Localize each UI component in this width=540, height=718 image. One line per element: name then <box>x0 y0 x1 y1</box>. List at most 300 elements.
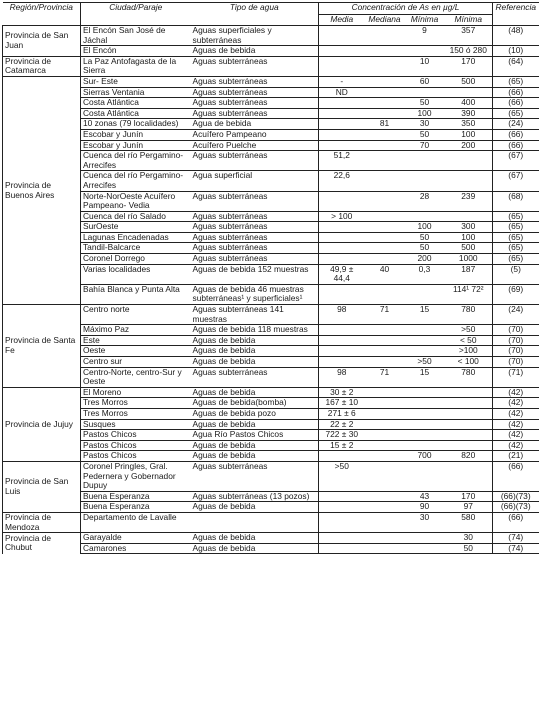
max-cell: 1000 <box>445 254 493 265</box>
reference-cell: (65) <box>493 211 539 222</box>
min-cell <box>405 211 445 222</box>
table-row <box>3 284 539 304</box>
reference-cell: (65) <box>493 232 539 243</box>
median-cell <box>365 254 405 265</box>
min-cell <box>405 398 445 409</box>
min-cell: 100 <box>405 108 445 119</box>
table-row <box>3 46 539 57</box>
min-cell <box>405 440 445 451</box>
mean-cell <box>319 243 365 254</box>
table-row <box>3 512 539 532</box>
min-cell: 10 <box>405 56 445 76</box>
table-row <box>3 387 539 398</box>
min-cell <box>405 325 445 336</box>
region-cell: Provincia de Mendoza <box>3 512 81 532</box>
mean-cell: ND <box>319 87 365 98</box>
min-cell <box>405 461 445 491</box>
city-cell: Sierras Ventania <box>81 87 191 98</box>
max-cell: 50 <box>445 543 493 554</box>
median-cell <box>365 357 405 368</box>
mean-cell: 22,6 <box>319 171 365 191</box>
table-header <box>3 3 539 26</box>
reference-cell: (66) <box>493 461 539 491</box>
city-cell: Cuenca del río Pergamino-Arrecifes <box>81 171 191 191</box>
min-cell: 70 <box>405 140 445 151</box>
max-cell: 500 <box>445 243 493 254</box>
max-cell <box>445 387 493 398</box>
city-cell: Cuenca del río Pergamino-Arrecifes <box>81 151 191 171</box>
max-cell: 820 <box>445 451 493 462</box>
median-cell <box>365 222 405 233</box>
water-type-cell: Aguas subterráneas <box>191 461 319 491</box>
reference-cell: (65) <box>493 243 539 254</box>
city-cell: Varias localidades <box>81 264 191 284</box>
water-type-cell: Aguas de bebida <box>191 46 319 57</box>
city-cell: Tres Morros <box>81 408 191 419</box>
median-cell <box>365 191 405 211</box>
max-cell: 100 <box>445 129 493 140</box>
water-type-cell: Aguas subterráneas <box>191 56 319 76</box>
median-cell <box>365 533 405 544</box>
header-maxima: Mínima <box>445 15 493 26</box>
table-row <box>3 502 539 513</box>
water-type-cell: Aguas de bebida 46 muestras subterráneas¹ y superficiales¹ <box>191 284 319 304</box>
reference-cell: (69) <box>493 284 539 304</box>
table-wrapper <box>2 2 538 554</box>
region-cell: Provincia de Catamarca <box>3 56 81 76</box>
water-type-cell: Aguas de bebida(bomba) <box>191 398 319 409</box>
median-cell <box>365 408 405 419</box>
table-row <box>3 346 539 357</box>
reference-cell: (66) <box>493 129 539 140</box>
min-cell: 0,3 <box>405 264 445 284</box>
max-cell <box>445 461 493 491</box>
reference-cell: (65) <box>493 222 539 233</box>
min-cell: 100 <box>405 222 445 233</box>
max-cell: 400 <box>445 98 493 109</box>
table-row <box>3 398 539 409</box>
city-cell: Tandil-Balcarce <box>81 243 191 254</box>
water-type-cell: Aguas subterráneas <box>191 211 319 222</box>
water-type-cell: Agua Río Pastos Chicos <box>191 430 319 441</box>
reference-cell: (74) <box>493 533 539 544</box>
city-cell: Norte-NorOeste Acuífero Pampeano- Vedia <box>81 191 191 211</box>
table-row <box>3 543 539 554</box>
max-cell: >50 <box>445 325 493 336</box>
max-cell: 150 ó 280 <box>445 46 493 57</box>
table-row <box>3 56 539 76</box>
median-cell <box>365 325 405 336</box>
min-cell <box>405 87 445 98</box>
region-cell: Provincia de Chubut <box>3 533 81 554</box>
median-cell <box>365 243 405 254</box>
mean-cell: - <box>319 76 365 87</box>
mean-cell <box>319 129 365 140</box>
water-type-cell: Aguas superficiales y subterráneas <box>191 26 319 46</box>
table-row <box>3 87 539 98</box>
min-cell <box>405 335 445 346</box>
mean-cell: 98 <box>319 305 365 325</box>
min-cell: 50 <box>405 232 445 243</box>
region-cell: Provincia de Jujuy <box>3 387 81 461</box>
reference-cell: (64) <box>493 56 539 76</box>
median-cell <box>365 171 405 191</box>
table-row <box>3 305 539 325</box>
mean-cell: 722 ± 30 <box>319 430 365 441</box>
min-cell <box>405 151 445 171</box>
mean-cell <box>319 335 365 346</box>
max-cell: 170 <box>445 56 493 76</box>
table-row <box>3 451 539 462</box>
min-cell: 28 <box>405 191 445 211</box>
table-row <box>3 140 539 151</box>
water-type-cell: Agua superficial <box>191 171 319 191</box>
city-cell: Cuenca del río Salado <box>81 211 191 222</box>
mean-cell: 98 <box>319 367 365 387</box>
table-row <box>3 108 539 119</box>
median-cell <box>365 387 405 398</box>
city-cell: Buena Esperanza <box>81 502 191 513</box>
min-cell: 15 <box>405 305 445 325</box>
table-row <box>3 119 539 130</box>
city-cell: Departamento de Lavalle <box>81 512 191 532</box>
median-cell <box>365 151 405 171</box>
water-type-cell: Aguas subterráneas <box>191 222 319 233</box>
min-cell <box>405 533 445 544</box>
table-row <box>3 419 539 430</box>
max-cell <box>445 440 493 451</box>
max-cell: < 100 <box>445 357 493 368</box>
median-cell <box>365 502 405 513</box>
max-cell: 350 <box>445 119 493 130</box>
table-row <box>3 191 539 211</box>
max-cell: 780 <box>445 305 493 325</box>
water-type-cell: Aguas subterráneas <box>191 367 319 387</box>
min-cell: >50 <box>405 357 445 368</box>
median-cell <box>365 108 405 119</box>
water-type-cell: Aguas de bebida pozo <box>191 408 319 419</box>
reference-cell: (66)(73) <box>493 502 539 513</box>
mean-cell <box>319 543 365 554</box>
median-cell <box>365 26 405 46</box>
max-cell: 97 <box>445 502 493 513</box>
water-type-cell: Aguas subterráneas 141 muestras <box>191 305 319 325</box>
water-type-cell: Aguas subterráneas (13 pozos) <box>191 491 319 502</box>
min-cell: 60 <box>405 76 445 87</box>
median-cell: 71 <box>365 367 405 387</box>
max-cell <box>445 87 493 98</box>
min-cell <box>405 543 445 554</box>
water-type-cell: Aguas subterráneas <box>191 87 319 98</box>
mean-cell <box>319 491 365 502</box>
reference-cell: (66) <box>493 512 539 532</box>
min-cell: 30 <box>405 119 445 130</box>
max-cell: 187 <box>445 264 493 284</box>
max-cell: >100 <box>445 346 493 357</box>
max-cell <box>445 151 493 171</box>
region-cell: Provincia de Buenos Aires <box>3 76 81 304</box>
water-type-cell: Aguas de bebida <box>191 543 319 554</box>
max-cell <box>445 419 493 430</box>
water-type-cell: Acuífero Puelche <box>191 140 319 151</box>
table-row <box>3 129 539 140</box>
mean-cell <box>319 140 365 151</box>
city-cell: Coronel Dorrego <box>81 254 191 265</box>
reference-cell: (42) <box>493 430 539 441</box>
median-cell <box>365 56 405 76</box>
max-cell <box>445 430 493 441</box>
city-cell: Costa Atlántica <box>81 108 191 119</box>
max-cell: 357 <box>445 26 493 46</box>
max-cell <box>445 211 493 222</box>
city-cell: Máximo Paz <box>81 325 191 336</box>
max-cell <box>445 398 493 409</box>
table-row <box>3 264 539 284</box>
reference-cell: (5) <box>493 264 539 284</box>
mean-cell <box>319 222 365 233</box>
median-cell <box>365 46 405 57</box>
water-type-cell: Aguas subterráneas <box>191 232 319 243</box>
max-cell: 170 <box>445 491 493 502</box>
water-type-cell: Acuífero Pampeano <box>191 129 319 140</box>
header-minima: Mínima <box>405 15 445 26</box>
header-concentration: Concentración de As en µg/L <box>319 3 493 15</box>
city-cell: Lagunas Encadenadas <box>81 232 191 243</box>
city-cell: Este <box>81 335 191 346</box>
min-cell <box>405 346 445 357</box>
city-cell: Pastos Chicos <box>81 430 191 441</box>
min-cell: 30 <box>405 512 445 532</box>
mean-cell <box>319 512 365 532</box>
table-row <box>3 243 539 254</box>
reference-cell: (67) <box>493 151 539 171</box>
reference-cell: (66)(73) <box>493 491 539 502</box>
median-cell <box>365 440 405 451</box>
table-row <box>3 461 539 491</box>
water-type-cell: Aguas de bebida <box>191 335 319 346</box>
mean-cell: 30 ± 2 <box>319 387 365 398</box>
mean-cell <box>319 108 365 119</box>
water-type-cell: Aguas de bebida <box>191 502 319 513</box>
table-row <box>3 232 539 243</box>
table-row <box>3 171 539 191</box>
median-cell: 81 <box>365 119 405 130</box>
min-cell <box>405 284 445 304</box>
reference-cell: (65) <box>493 76 539 87</box>
table-row <box>3 357 539 368</box>
water-type-cell: Aguas subterráneas <box>191 151 319 171</box>
reference-cell: (10) <box>493 46 539 57</box>
reference-cell: (70) <box>493 346 539 357</box>
median-cell <box>365 430 405 441</box>
header-water: Tipo de agua <box>191 3 319 26</box>
region-cell: Provincia de San Luis <box>3 461 81 512</box>
median-cell <box>365 398 405 409</box>
median-cell <box>365 491 405 502</box>
region-cell: Provincia de San Juan <box>3 26 81 57</box>
water-type-cell: Aguas de bebida <box>191 346 319 357</box>
table-row <box>3 408 539 419</box>
water-type-cell: Aguas subterráneas <box>191 254 319 265</box>
min-cell <box>405 408 445 419</box>
min-cell: 90 <box>405 502 445 513</box>
max-cell: 300 <box>445 222 493 233</box>
min-cell: 200 <box>405 254 445 265</box>
median-cell <box>365 232 405 243</box>
water-type-cell: Aguas de bebida <box>191 387 319 398</box>
city-cell: Escobar y Junín <box>81 140 191 151</box>
mean-cell <box>319 46 365 57</box>
mean-cell <box>319 357 365 368</box>
table-row <box>3 533 539 544</box>
table-row <box>3 211 539 222</box>
table-row <box>3 335 539 346</box>
reference-cell: (42) <box>493 387 539 398</box>
reference-cell: (71) <box>493 367 539 387</box>
water-type-cell: Aguas subterráneas <box>191 98 319 109</box>
city-cell: SurOeste <box>81 222 191 233</box>
min-cell: 43 <box>405 491 445 502</box>
city-cell: Centro-Norte, centro-Sur y Oeste <box>81 367 191 387</box>
table-body <box>3 26 539 554</box>
city-cell: 10 zonas (79 localidades) <box>81 119 191 130</box>
median-cell <box>365 335 405 346</box>
reference-cell: (24) <box>493 305 539 325</box>
reference-cell: (42) <box>493 408 539 419</box>
city-cell: Centro norte <box>81 305 191 325</box>
min-cell <box>405 171 445 191</box>
city-cell: Oeste <box>81 346 191 357</box>
table-row <box>3 325 539 336</box>
table-row <box>3 491 539 502</box>
table-row <box>3 440 539 451</box>
mean-cell: 49,9 ± 44,4 <box>319 264 365 284</box>
reference-cell: (65) <box>493 108 539 119</box>
reference-cell: (21) <box>493 451 539 462</box>
reference-cell: (48) <box>493 26 539 46</box>
water-type-cell: Aguas de bebida <box>191 357 319 368</box>
min-cell: 9 <box>405 26 445 46</box>
min-cell: 50 <box>405 98 445 109</box>
header-region: Región/Provincia <box>3 3 81 26</box>
reference-cell: (65) <box>493 254 539 265</box>
water-type-cell: Aguas de bebida 152 muestras <box>191 264 319 284</box>
header-reference: Referencia <box>493 3 539 26</box>
max-cell: 114¹ 72² <box>445 284 493 304</box>
city-cell: La Paz Antofagasta de la Sierra <box>81 56 191 76</box>
median-cell <box>365 451 405 462</box>
median-cell <box>365 129 405 140</box>
median-cell <box>365 87 405 98</box>
water-type-cell: Aguas subterráneas <box>191 191 319 211</box>
mean-cell <box>319 451 365 462</box>
water-type-cell: Agua de bebida <box>191 119 319 130</box>
min-cell <box>405 419 445 430</box>
max-cell: 200 <box>445 140 493 151</box>
median-cell <box>365 419 405 430</box>
mean-cell: 15 ± 2 <box>319 440 365 451</box>
mean-cell <box>319 533 365 544</box>
mean-cell: 22 ± 2 <box>319 419 365 430</box>
max-cell: 580 <box>445 512 493 532</box>
median-cell <box>365 211 405 222</box>
city-cell: Bahía Blanca y Punta Alta <box>81 284 191 304</box>
city-cell: Pastos Chicos <box>81 451 191 462</box>
min-cell: 15 <box>405 367 445 387</box>
reference-cell: (70) <box>493 325 539 336</box>
city-cell: Coronel Pringles, Gral. Pedernera y Gobernador Dupuy <box>81 461 191 491</box>
median-cell <box>365 140 405 151</box>
max-cell: < 50 <box>445 335 493 346</box>
reference-cell: (66) <box>493 140 539 151</box>
mean-cell: 167 ± 10 <box>319 398 365 409</box>
median-cell <box>365 284 405 304</box>
reference-cell: (24) <box>493 119 539 130</box>
water-type-cell: Aguas de bebida <box>191 440 319 451</box>
mean-cell: 271 ± 6 <box>319 408 365 419</box>
mean-cell <box>319 346 365 357</box>
table-row <box>3 26 539 46</box>
water-type-cell: Aguas de bebida <box>191 451 319 462</box>
table-row <box>3 98 539 109</box>
water-type-cell: Aguas subterráneas <box>191 76 319 87</box>
city-cell: Centro sur <box>81 357 191 368</box>
region-cell: Provincia de Santa Fe <box>3 305 81 388</box>
median-cell <box>365 76 405 87</box>
min-cell: 50 <box>405 243 445 254</box>
mean-cell: 51,2 <box>319 151 365 171</box>
mean-cell <box>319 56 365 76</box>
water-type-cell: Aguas de bebida <box>191 419 319 430</box>
reference-cell: (68) <box>493 191 539 211</box>
city-cell: Costa Atlántica <box>81 98 191 109</box>
city-cell: Susques <box>81 419 191 430</box>
table-row <box>3 76 539 87</box>
reference-cell: (74) <box>493 543 539 554</box>
table-row <box>3 222 539 233</box>
water-type-cell: Aguas subterráneas <box>191 243 319 254</box>
water-type-cell <box>191 512 319 532</box>
mean-cell <box>319 325 365 336</box>
mean-cell <box>319 98 365 109</box>
arsenic-table <box>2 2 539 554</box>
median-cell: 71 <box>365 305 405 325</box>
mean-cell: >50 <box>319 461 365 491</box>
table-row <box>3 430 539 441</box>
median-cell <box>365 98 405 109</box>
max-cell <box>445 171 493 191</box>
mean-cell <box>319 119 365 130</box>
max-cell: 100 <box>445 232 493 243</box>
city-cell: Escobar y Junín <box>81 129 191 140</box>
reference-cell: (42) <box>493 419 539 430</box>
reference-cell: (67) <box>493 171 539 191</box>
water-type-cell: Aguas de bebida <box>191 533 319 544</box>
city-cell: Buena Esperanza <box>81 491 191 502</box>
min-cell: 700 <box>405 451 445 462</box>
city-cell: El Moreno <box>81 387 191 398</box>
min-cell <box>405 387 445 398</box>
min-cell <box>405 46 445 57</box>
header-media: Media <box>319 15 365 26</box>
median-cell <box>365 512 405 532</box>
header-mediana: Mediana <box>365 15 405 26</box>
median-cell <box>365 461 405 491</box>
city-cell: El Encón <box>81 46 191 57</box>
max-cell: 500 <box>445 76 493 87</box>
reference-cell: (42) <box>493 440 539 451</box>
table-row <box>3 367 539 387</box>
